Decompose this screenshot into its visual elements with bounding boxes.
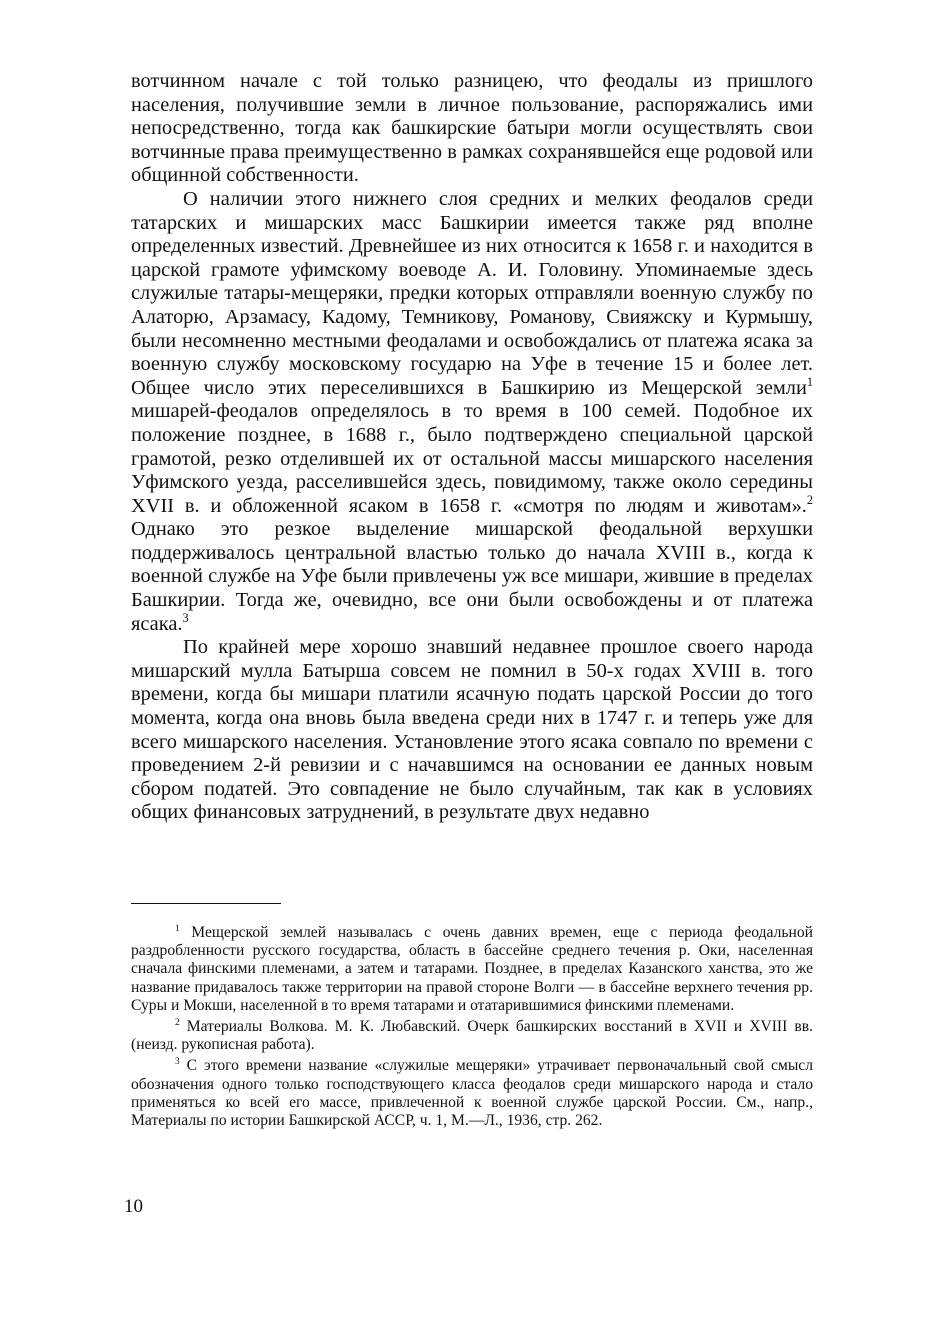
footnotes [131, 924, 813, 1133]
paragraph-1: вотчинном начале с той только разницею, что феодалы из пришлого населения, получившие земли в личное пользование, распоряжались ими непосредственно, тогда как башкирские батыри могли осуществлять свои вотчинные права преимущественно в рамках сохранявшейся еще родовой или общинной собственности. [131, 70, 813, 187]
footnote-ref-3: 3 [182, 610, 189, 625]
paragraph-2-part-3: Однако это резкое выделение мишарской феодальной верхушки поддерживалось центральной властью только до начала XVIII в., когда к военной службе на Уфе были привлечены уж все мишари, жившие в пределах Башкирии. Тогда же, очевидно, все они были освобождены и от платежа ясака. [131, 518, 813, 635]
footnote-ref-1: 1 [806, 374, 813, 389]
footnote-3 [131, 1057, 813, 1130]
footnote-3-text: С этого времени название «служилые мещеряки» утрачивает первоначальный свой смысл обозначения одного только господствующего класса феодалов среди мишарского народа и стало применяться ко всей его массе, привлеченной к военной службе царской России. См., напр., Материалы по истории Башкирской АССР, ч. 1, М.—Л., 1936, стр. 262. [131, 1057, 813, 1130]
main-text [131, 70, 813, 825]
page-body [131, 70, 813, 825]
paragraph-2-part-2: мишарей-феодалов определялось в то время в 100 семей. Подобное их положение позднее, в 1688 г., было подтверждено специальной царской грамотой, резко отделившей их от остальной массы мишарского населения Уфимского уезда, расселившейся здесь, повидимому, также около середины XVII в. и обложенной ясаком в 1658 г. «смотря по людям и животам». [131, 400, 813, 517]
footnote-2 [131, 1018, 813, 1054]
footnote-ref-2: 2 [806, 492, 813, 507]
footnote-2-text: Материалы Волкова. М. К. Любавский. Очерк башкирских восстаний в XVII и XVIII вв. (неизд. рукописная работа). [131, 1018, 813, 1054]
page-number: 10 [124, 1196, 143, 1217]
footnote-1 [131, 924, 813, 1015]
footnote-1-mark: 1 [175, 923, 180, 934]
footnote-separator [131, 903, 281, 904]
paragraph-2 [131, 188, 813, 636]
footnote-1-text: Мещерской землей называлась с очень давних времен, еще с периода феодальной раздробленности русского государства, область в бассейне среднего течения р. Оки, населенная сначала финскими племенами, а затем и татарами. Позднее, в пределах Казанского ханства, это же название придавалось также территории на правой стороне Волги — в бассейне верхнего течения рр. Суры и Мокши, населенной в то время татарами и отатарившимися финскими племенами. [131, 924, 813, 1014]
paragraph-3: По крайней мере хорошо знавший недавнее прошлое своего народа мишарский мулла Батырша совсем не помнил в 50-х годах XVIII в. того времени, когда бы мишари платили ясачную подать царской России до того момента, когда она вновь была введена среди них в 1747 г. и теперь уже для всего мишарского населения. Установление этого ясака совпало по времени с проведением 2-й ревизии и с начавшимся на основании ее данных новым сбором податей. Это совпадение не было случайным, так как в условиях общих финансовых затруднений, в результате двух недавно [131, 636, 813, 824]
paragraph-2-part-1: О наличии этого нижнего слоя средних и мелких феодалов среди татарских и мишарских масс Башкирии имеется также ряд вполне определенных известий. Древнейшее из них относится к 1658 г. и находится в царской грамоте уфимскому воеводе А. И. Головину. Упоминаемые здесь служилые татары-мещеряки, предки которых отправляли военную службу по Алаторю, Арзамасу, Кадому, Темникову, Романову, Свияжску и Курмышу, были несомненно местными феодалами и освобождались от платежа ясака за военную службу московскому государю на Уфе в течение 15 и более лет. Общее число этих переселившихся в Башкирию из Мещерской земли [131, 187, 813, 399]
footnote-2-mark: 2 [175, 1017, 180, 1028]
footnote-3-mark: 3 [175, 1057, 180, 1068]
